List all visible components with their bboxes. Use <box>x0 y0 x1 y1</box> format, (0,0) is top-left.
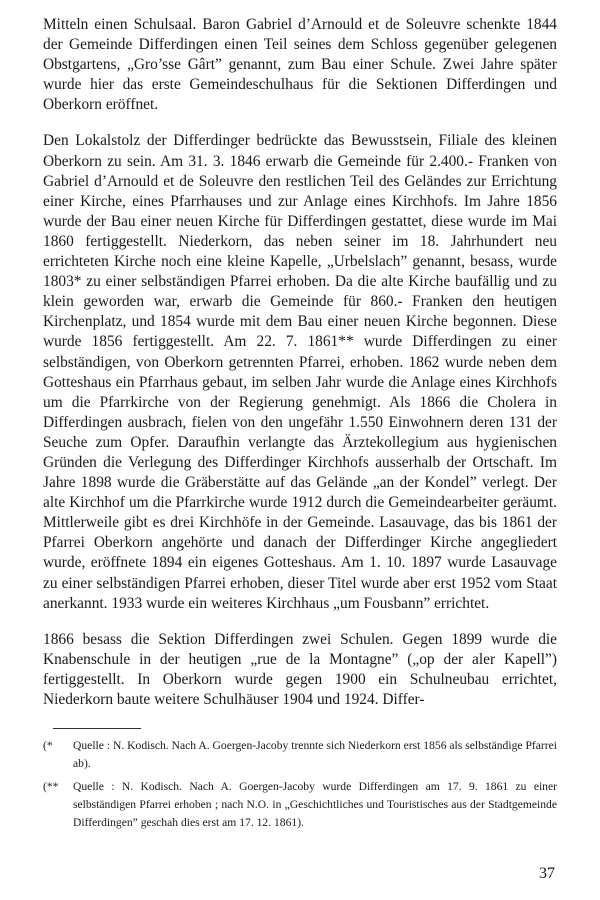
footnote-separator <box>53 728 141 729</box>
footnote-1 <box>43 737 557 773</box>
paragraph-school-hall: Mitteln einen Schulsaal. Baron Gabriel d’Arnould et de Soleuvre schenkte 1844 der Gemeinde Differdingen einen Teil seines dem Schloss gegenüber gelegenen Obstgartens, „Gro’sse Gârt” genannt, zum Bau einer Schule. Zwei Jahre später wurde hier das erste Gemeindeschulhaus für die Sektionen Differdingen und Oberkorn eröffnet. <box>43 16 557 114</box>
paragraph-schools-1866: 1866 besass die Sektion Differdingen zwei Schulen. Gegen 1899 wurde die Knabenschule in der heutigen „rue de la Montagne” („op der aler Kapell”) fertiggestellt. In Oberkorn wurde gegen 1900 ein Schulneubau errichtet, Niederkorn baute weitere Schulhäuser 1904 und 1924. Differ- <box>43 630 557 708</box>
footnote-2-text: Quelle : N. Kodisch. Nach A. Goergen-Jacoby wurde Differdingen am 17. 9. 1861 zu einer selbständigen Pfarrei erhoben ; nach N.O. in „Geschichtliches und Touristisches aus der Stadtgemeinde Differdingen” geschah dies erst am 17. 12. 1861). <box>73 780 557 830</box>
page-body <box>43 15 557 837</box>
page-number: 37 <box>539 865 555 882</box>
footnote-1-marker: (* <box>43 739 53 753</box>
footnote-1-text: Quelle : N. Kodisch. Nach A. Goergen-Jacoby trennte sich Niederkorn erst 1856 als selbständige Pfarrei ab). <box>73 739 557 771</box>
footnote-2 <box>43 778 557 832</box>
paragraph-churches-cemeteries: Den Lokalstolz der Differdinger bedrückte das Bewusstsein, Filiale des kleinen Oberkorn zu sein. Am 31. 3. 1846 erwarb die Gemeinde für 2.400.- Franken von Gabriel d’Arnould et de Soleuvre den restlichen Teil des Geländes zur Errichtung einer Kirche, eines Pfarrhauses und zur Anlage eines Kirchhofs. Im Jahre 1856 wurde der Bau einer neuen Kirche für Differdingen gestattet, diese wurde im Mai 1860 fertiggestellt. Niederkorn, das neben seiner im 18. Jahrhundert neu errichteten Kirche noch eine kleine Kapelle, „Urbelslach” genannt, besass, wurde 1803* zu einer selbständigen Pfarrei erhoben. Da die alte Kirche baufällig und zu klein geworden war, erwarb die Gemeinde für 860.- Franken den heutigen Kirchenplatz, und 1854 wurde mit dem Bau einer neuen Kirche begonnen. Diese wurde 1856 fertiggestellt. Am 22. 7. 1861** wurde Differdingen zu einer selbständigen, von Oberkorn getrennten Pfarrei, erhoben. 1862 wurde neben dem Gotteshaus ein Pfarrhaus gebaut, im selben Jahr wurde die Anlage eines Kirchhofs um die Pfarrkirche von der Regierung genehmigt. Als 1866 die Cholera in Differdingen ausbrach, fielen von den ungefähr 1.550 Einwohnern deren 131 der Seuche zum Opfer. Daraufhin verlangte das Ärztekollegium aus hygienischen Gründen die Verlegung des Differdinger Kirchhofs ausserhalb der Ortschaft. Im Jahre 1898 wurde die Gräberstätte auf das Gelände „an der Kondel” verlegt. Der alte Kirchhof um die Pfarrkirche wurde 1912 durch die Gemeindearbeiter geräumt. Mittlerweile gibt es drei Kirchhöfe in der Gemeinde. Lasauvage, das bis 1861 der Pfarrei Oberkorn angehörte und danach der Differdinger Kirche angegliedert wurde, eröffnete 1894 ein eigenes Gotteshaus. Am 1. 10. 1897 wurde Lasauvage zu einer selbständigen Pfarrei erhoben, dieser Titel wurde aber erst 1952 vom Staat anerkannt. 1933 wurde ein weiteres Kirchhaus „um Fousbann” errichtet. <box>43 132 557 612</box>
footnote-2-marker: (** <box>43 780 59 794</box>
